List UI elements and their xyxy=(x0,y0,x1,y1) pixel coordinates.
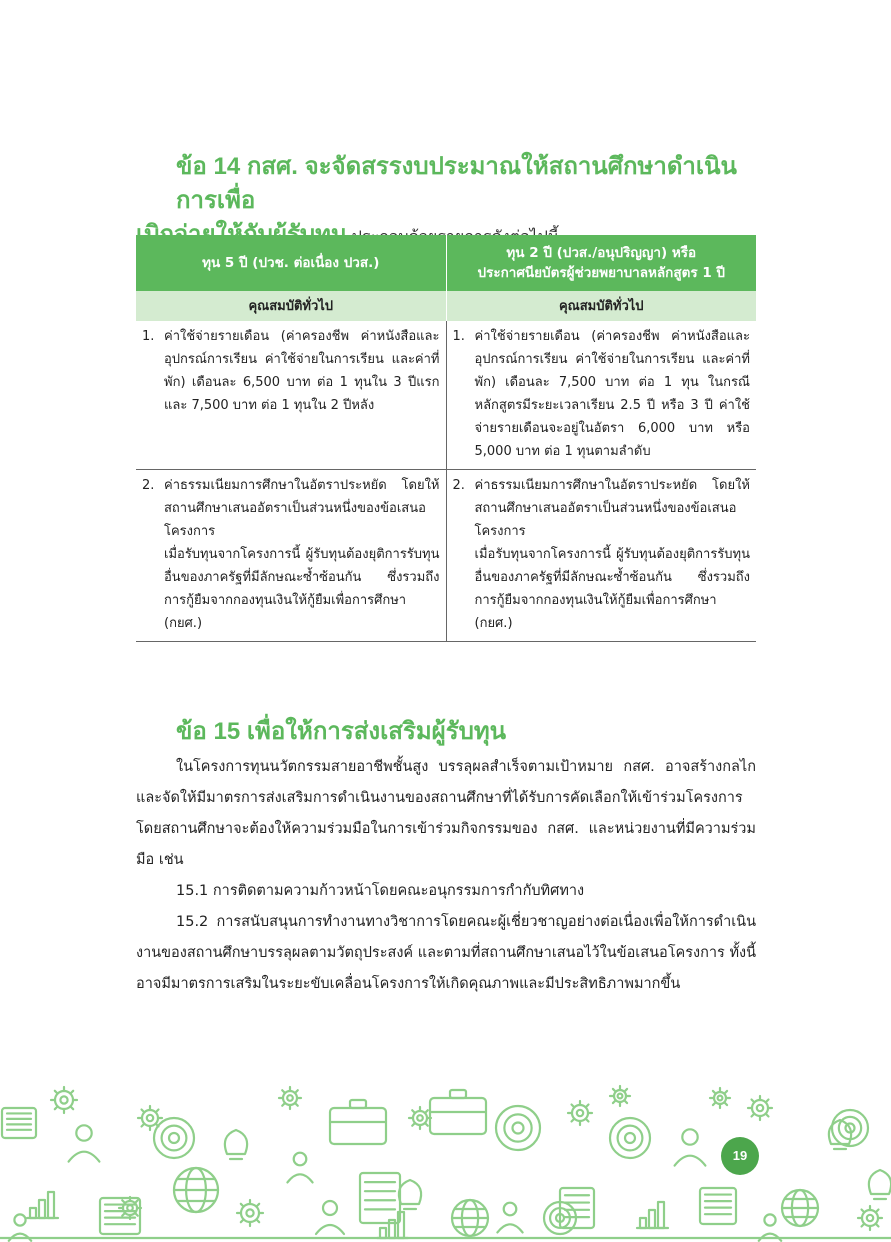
table-cell xyxy=(136,470,446,642)
col2-subheader: คุณสมบัติทั่วไป xyxy=(446,291,756,321)
section-15-heading: ข้อ 15 เพื่อให้การส่งเสริมผู้รับทุน xyxy=(176,718,507,745)
table-subheader-row xyxy=(136,291,756,321)
section-15-paragraph: ในโครงการทุนนวัตกรรมสายอาชีพชั้นสูง บรรลุผลสำเร็จตามเป้าหมาย กสศ. อาจสร้างกลไกและจัดให้มีมาตรการส่งเสริมการดำเนินงานของสถานศึกษาที่ได้รับการคัดเลือกให้เข้าร่วมโครงการ โดยสถานศึกษาจะต้องให้ความร่วมมือในการเข้าร่วมกิจกรรมของ กสศ. และหน่วยงานที่มีความร่วมมือ เช่น xyxy=(136,759,756,868)
item-text: เมื่อรับทุนจากโครงการนี้ ผู้รับทุนต้องยุติการรับทุนอื่นของภาครัฐที่มีลักษณะซ้ำซ้อนกัน ซึ่งรวมถึงการกู้ยืมจากกองทุนเงินให้กู้ยืมเพื่อการศึกษา (กยศ.) xyxy=(164,547,440,631)
col2-header-line1: ทุน 2 ปี (ปวส./อนุปริญญา) หรือ xyxy=(506,245,697,261)
item-text: ค่าใช้จ่ายรายเดือน (ค่าครองชีพ ค่าหนังสือและอุปกรณ์การเรียน ค่าใช้จ่ายในการเรียน และค่าที่พัก) เดือนละ 7,500 บาท ต่อ 1 ทุน ในกรณีหลักสูตรมีระยะเวลาเรียน 2.5 ปี หรือ 3 ปี ค่าใช้จ่ายรายเดือนจะอยู่ในอัตรา 6,000 บาท หรือ 5,000 บาท ต่อ 1 ทุนตามลำดับ xyxy=(474,329,750,459)
col1-subheader: คุณสมบัติทั่วไป xyxy=(136,291,446,321)
col1-header: ทุน 5 ปี (ปวช. ต่อเนื่อง ปวส.) xyxy=(136,235,446,291)
table-header-row xyxy=(136,235,756,291)
col2-header xyxy=(446,235,756,291)
section-15-body xyxy=(136,752,756,1000)
section-15-item-1: 15.1 การติดตามความก้าวหน้าโดยคณะอนุกรรมการกำกับทิศทาง xyxy=(176,883,585,899)
item-number: 1. xyxy=(142,329,155,344)
item-number: 1. xyxy=(452,329,465,344)
item-number: 2. xyxy=(452,478,465,493)
table-cell xyxy=(446,470,756,642)
page-number-badge: 19 xyxy=(721,1137,759,1175)
section-14-heading-line1: ข้อ 14 กสศ. จะจัดสรรงบประมาณให้สถานศึกษาดำเนินการเพื่อ xyxy=(176,153,737,214)
table-row xyxy=(136,321,756,470)
item-text: ค่าธรรมเนียมการศึกษาในอัตราประหยัด โดยให้สถานศึกษาเสนออัตราเป็นส่วนหนึ่งของข้อเสนอโครงการ xyxy=(164,478,440,539)
item-text: ค่าใช้จ่ายรายเดือน (ค่าครองชีพ ค่าหนังสือและอุปกรณ์การเรียน ค่าใช้จ่ายในการเรียน และค่าที่พัก) เดือนละ 6,500 บาท ต่อ 1 ทุนใน 3 ปีแรกและ 7,500 บาท ต่อ 1 ทุนใน 2 ปีหลัง xyxy=(164,329,440,413)
section-15-item-2: 15.2 การสนับสนุนการทำงานทางวิชาการโดยคณะผู้เชี่ยวชาญอย่างต่อเนื่องเพื่อให้การดำเนินงานของสถานศึกษาบรรลุผลตามวัตถุประสงค์ และตามที่สถานศึกษาเสนอไว้ในข้อเสนอโครงการ ทั้งนี้ อาจมีมาตรการเสริมในระยะขับเคลื่อนโครงการให้เกิดคุณภาพและมีประสิทธิภาพมากขึ้น xyxy=(136,914,756,992)
item-number: 2. xyxy=(142,478,155,493)
table-row xyxy=(136,470,756,642)
item-text: ค่าธรรมเนียมการศึกษาในอัตราประหยัด โดยให้สถานศึกษาเสนออัตราเป็นส่วนหนึ่งของข้อเสนอโครงการ xyxy=(474,478,750,539)
grant-table xyxy=(136,235,756,642)
item-text: เมื่อรับทุนจากโครงการนี้ ผู้รับทุนต้องยุติการรับทุนอื่นของภาครัฐที่มีลักษณะซ้ำซ้อนกัน ซึ่งรวมถึงการกู้ยืมจากกองทุนเงินให้กู้ยืมเพื่อการศึกษา (กยศ.) xyxy=(474,547,750,631)
col2-header-line2: ประกาศนียบัตรผู้ช่วยพยาบาลหลักสูตร 1 ปี xyxy=(477,265,725,281)
table-cell xyxy=(446,321,756,470)
table-cell xyxy=(136,321,446,470)
